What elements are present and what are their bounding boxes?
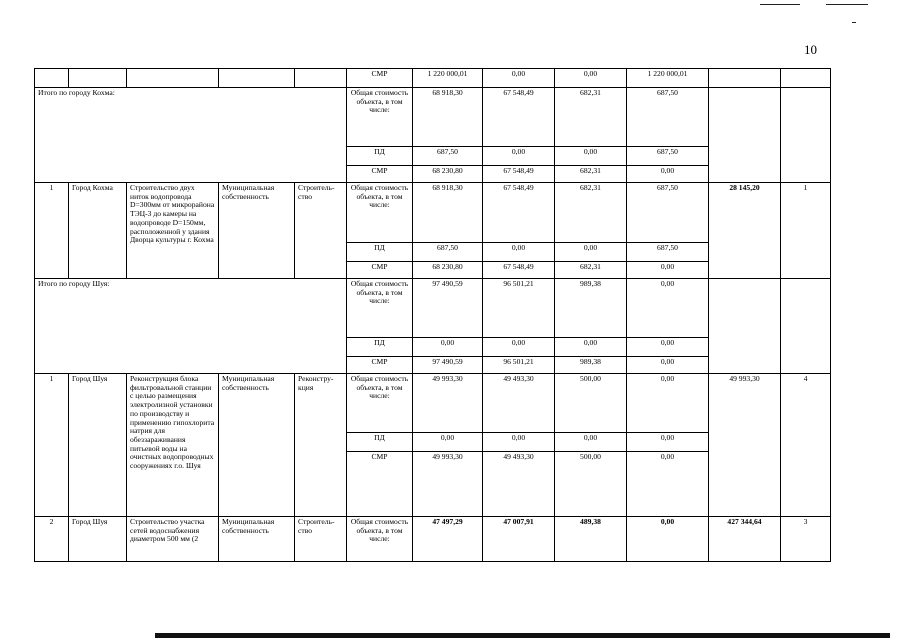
table-row <box>35 517 831 562</box>
value-cell: 687,50 <box>413 243 483 262</box>
table-cell <box>69 69 127 88</box>
value-cell: 67 548,49 <box>483 166 555 183</box>
object-city: Город Кохма <box>69 183 127 279</box>
value-cell: 0,00 <box>555 147 627 166</box>
table-cell <box>709 88 781 183</box>
table-cell <box>781 279 831 374</box>
value-cell: 49 993,30 <box>413 374 483 433</box>
object-number: 1 <box>35 374 69 517</box>
table-row <box>35 183 831 243</box>
row-label-total: Общая стоимость объекта, в том числе: <box>347 374 413 433</box>
value-cell: 0,00 <box>413 433 483 452</box>
object-extra-index: 4 <box>781 374 831 517</box>
kohma-total-title: Итого по городу Кохма: <box>35 88 347 183</box>
row-label-smr: СМР <box>347 452 413 517</box>
value-cell: 682,31 <box>555 183 627 243</box>
table-cell <box>781 69 831 88</box>
value-cell: 687,50 <box>413 147 483 166</box>
table-row <box>35 69 831 88</box>
value-cell: 687,50 <box>627 183 709 243</box>
value-cell: 0,00 <box>627 357 709 374</box>
row-label-total: Общая стоимость объекта, в том числе: <box>347 183 413 243</box>
value-cell: 687,50 <box>627 147 709 166</box>
value-cell: 682,31 <box>555 262 627 279</box>
row-label-total: Общая стоимость объекта, в том числе: <box>347 517 413 562</box>
value-cell: 682,31 <box>555 166 627 183</box>
value-cell: 0,00 <box>483 69 555 88</box>
page-number: 10 <box>804 42 817 57</box>
object-description: Строительство двух ниток водопровода D=300мм от микрорайона ТЭЦ-3 до камеры на водопроводе D=150мм, расположенной у здания Дворца культуры г. Кохма <box>127 183 219 279</box>
value-cell: 97 490,59 <box>413 279 483 338</box>
row-label-smr: СМР <box>347 166 413 183</box>
value-cell: 489,38 <box>555 517 627 562</box>
row-label-total: Общая стоимость объекта, в том числе: <box>347 279 413 338</box>
value-cell: 0,00 <box>627 374 709 433</box>
value-cell: 0,00 <box>483 338 555 357</box>
value-cell: 68 918,30 <box>413 183 483 243</box>
object-type: Строитель-ство <box>295 517 347 562</box>
value-cell: 47 497,29 <box>413 517 483 562</box>
object-type: Строитель-ство <box>295 183 347 279</box>
value-cell: 0,00 <box>483 433 555 452</box>
scan-mark <box>826 4 868 5</box>
object-description: Строительство участка сетей водоснабжения диаметром 500 мм (2 <box>127 517 219 562</box>
value-cell: 67 548,49 <box>483 88 555 147</box>
value-cell: 47 007,91 <box>483 517 555 562</box>
row-label-pd: ПД <box>347 338 413 357</box>
financing-table <box>34 68 831 562</box>
value-cell: 67 548,49 <box>483 183 555 243</box>
table-cell <box>709 69 781 88</box>
value-cell: 0,00 <box>483 243 555 262</box>
scan-bottom-bar <box>155 633 890 638</box>
value-cell: 500,00 <box>555 452 627 517</box>
table-row <box>35 374 831 433</box>
value-cell: 68 918,30 <box>413 88 483 147</box>
row-label-smr: СМР <box>347 69 413 88</box>
table-row <box>35 279 831 338</box>
table-cell <box>219 69 295 88</box>
object-extra-index: 1 <box>781 183 831 279</box>
scan-mark <box>852 22 856 23</box>
value-cell: 0,00 <box>483 147 555 166</box>
value-cell: 0,00 <box>627 338 709 357</box>
value-cell: 0,00 <box>627 279 709 338</box>
value-cell: 96 501,21 <box>483 357 555 374</box>
table-row <box>35 88 831 147</box>
value-cell: 0,00 <box>413 338 483 357</box>
object-extra-value: 427 344,64 <box>709 517 781 562</box>
table-cell <box>35 69 69 88</box>
value-cell: 0,00 <box>555 69 627 88</box>
object-number: 2 <box>35 517 69 562</box>
object-extra-index: 3 <box>781 517 831 562</box>
row-label-total: Общая стоимость объекта, в том числе: <box>347 88 413 147</box>
row-label-pd: ПД <box>347 243 413 262</box>
value-cell: 0,00 <box>627 452 709 517</box>
value-cell: 0,00 <box>555 338 627 357</box>
object-number: 1 <box>35 183 69 279</box>
value-cell: 687,50 <box>627 243 709 262</box>
scan-mark <box>760 4 800 5</box>
value-cell: 687,50 <box>627 88 709 147</box>
value-cell: 1 220 000,01 <box>413 69 483 88</box>
object-ownership: Муниципальная собственность <box>219 374 295 517</box>
object-type: Реконстру-кция <box>295 374 347 517</box>
table-cell <box>127 69 219 88</box>
row-label-smr: СМР <box>347 357 413 374</box>
shuya-total-title: Итого по городу Шуя: <box>35 279 347 374</box>
table-cell <box>295 69 347 88</box>
value-cell: 67 548,49 <box>483 262 555 279</box>
value-cell: 989,38 <box>555 279 627 338</box>
value-cell: 0,00 <box>627 433 709 452</box>
value-cell: 0,00 <box>555 433 627 452</box>
table-cell <box>781 88 831 183</box>
value-cell: 1 220 000,01 <box>627 69 709 88</box>
row-label-smr: СМР <box>347 262 413 279</box>
value-cell: 500,00 <box>555 374 627 433</box>
object-city: Город Шуя <box>69 374 127 517</box>
value-cell: 0,00 <box>627 262 709 279</box>
object-ownership: Муниципальная собственность <box>219 517 295 562</box>
value-cell: 97 490,59 <box>413 357 483 374</box>
value-cell: 68 230,80 <box>413 166 483 183</box>
value-cell: 68 230,80 <box>413 262 483 279</box>
object-description: Реконструкция блока фильтровальной станции с целью размещения электролизной установки по производству и применению гипохлорита натрия для обеззараживания питьевой воды на очистных водопроводных сооружениях г.о. Шуя <box>127 374 219 517</box>
object-extra-value: 28 145,20 <box>709 183 781 279</box>
value-cell: 0,00 <box>555 243 627 262</box>
row-label-pd: ПД <box>347 147 413 166</box>
object-city: Город Шуя <box>69 517 127 562</box>
object-ownership: Муниципальная собственность <box>219 183 295 279</box>
value-cell: 682,31 <box>555 88 627 147</box>
value-cell: 0,00 <box>627 517 709 562</box>
row-label-pd: ПД <box>347 433 413 452</box>
value-cell: 49 493,30 <box>483 452 555 517</box>
value-cell: 49 493,30 <box>483 374 555 433</box>
value-cell: 96 501,21 <box>483 279 555 338</box>
value-cell: 0,00 <box>627 166 709 183</box>
table-cell <box>709 279 781 374</box>
object-extra-value: 49 993,30 <box>709 374 781 517</box>
value-cell: 49 993,30 <box>413 452 483 517</box>
value-cell: 989,38 <box>555 357 627 374</box>
